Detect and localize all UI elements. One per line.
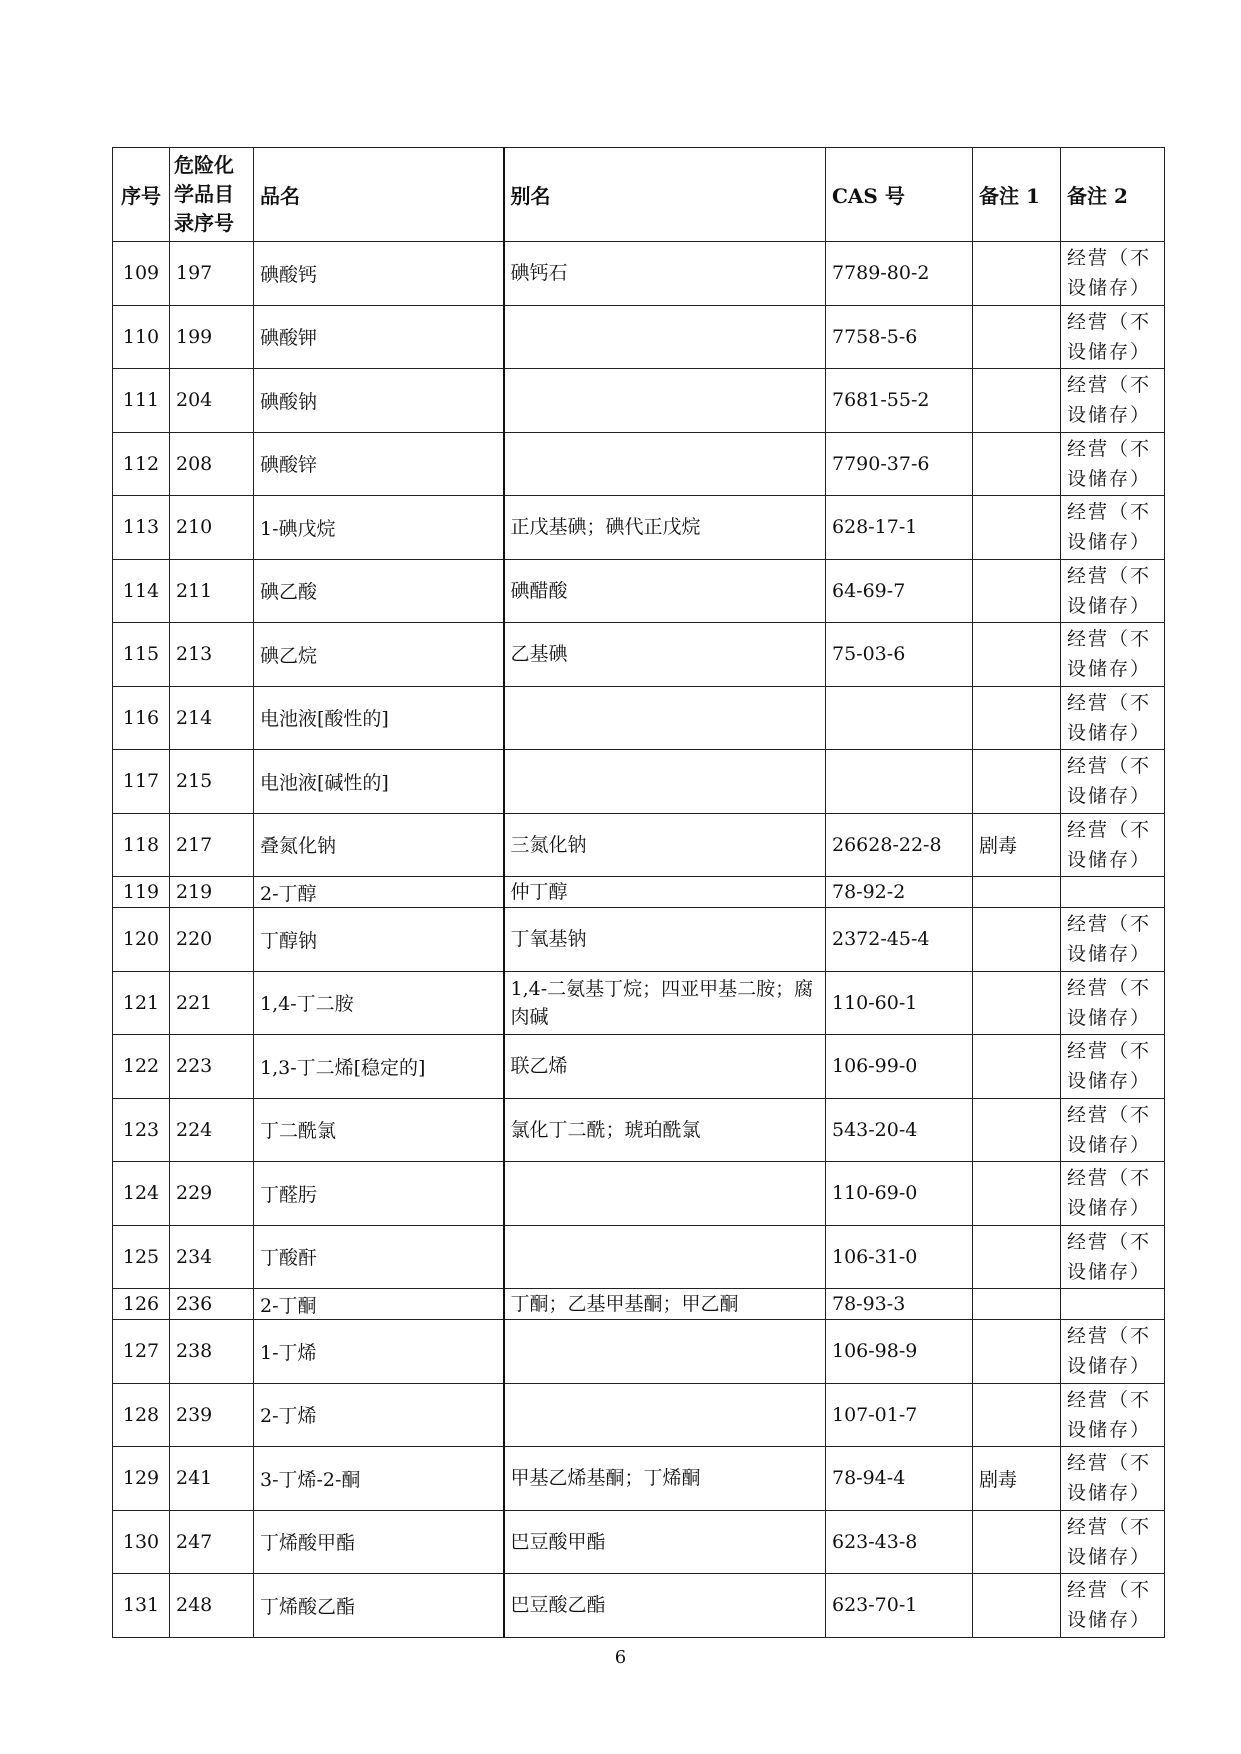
cell-seq: 112 — [113, 432, 170, 496]
cell-seq: 128 — [113, 1383, 170, 1447]
cell-cas: 2372-45-4 — [826, 908, 973, 972]
cell-catalog-number: 224 — [170, 1098, 254, 1162]
cell-cas — [826, 750, 973, 814]
cell-cas: 78-92-2 — [826, 877, 973, 908]
cell-seq: 116 — [113, 686, 170, 750]
chemical-list-table — [112, 147, 1165, 1638]
cell-seq: 122 — [113, 1035, 170, 1099]
cell-catalog-number: 234 — [170, 1225, 254, 1289]
cell-note-1 — [973, 369, 1061, 433]
cell-note-2: 经营（不设储存） — [1061, 496, 1165, 560]
cell-alias: 丁酮；乙基甲基酮；甲乙酮 — [504, 1289, 826, 1320]
cell-cas: 623-70-1 — [826, 1574, 973, 1638]
cell-note-1 — [973, 305, 1061, 369]
cell-seq: 125 — [113, 1225, 170, 1289]
table-row — [113, 1383, 1165, 1447]
cell-note-1 — [973, 559, 1061, 623]
cell-seq: 131 — [113, 1574, 170, 1638]
cell-cas: 543-20-4 — [826, 1098, 973, 1162]
cell-note-2: 经营（不设储存） — [1061, 686, 1165, 750]
cell-name: 2-丁酮 — [254, 1289, 504, 1320]
cell-alias: 巴豆酸乙酯 — [504, 1574, 826, 1638]
cell-name: 碘酸锌 — [254, 432, 504, 496]
cell-cas: 7758-5-6 — [826, 305, 973, 369]
header-seq: 序号 — [113, 148, 170, 242]
cell-cas: 623-43-8 — [826, 1510, 973, 1574]
cell-note-2: 经营（不设储存） — [1061, 305, 1165, 369]
cell-catalog-number: 236 — [170, 1289, 254, 1320]
table-row — [113, 1035, 1165, 1099]
cell-catalog-number: 208 — [170, 432, 254, 496]
cell-seq: 126 — [113, 1289, 170, 1320]
cell-note-2: 经营（不设储存） — [1061, 1320, 1165, 1384]
table-row — [113, 750, 1165, 814]
cell-note-1 — [973, 1383, 1061, 1447]
cell-cas: 75-03-6 — [826, 623, 973, 687]
cell-name: 2-丁醇 — [254, 877, 504, 908]
cell-alias — [504, 1383, 826, 1447]
cell-alias: 甲基乙烯基酮；丁烯酮 — [504, 1447, 826, 1511]
table-row — [113, 813, 1165, 877]
cell-note-1 — [973, 242, 1061, 306]
cell-name: 丁二酰氯 — [254, 1098, 504, 1162]
table-row — [113, 369, 1165, 433]
cell-cas: 78-94-4 — [826, 1447, 973, 1511]
cell-cas — [826, 686, 973, 750]
cell-cas: 106-99-0 — [826, 1035, 973, 1099]
cell-cas: 110-60-1 — [826, 971, 973, 1035]
cell-seq: 123 — [113, 1098, 170, 1162]
cell-note-1 — [973, 1320, 1061, 1384]
cell-catalog-number: 247 — [170, 1510, 254, 1574]
table-row — [113, 1225, 1165, 1289]
cell-note-2: 经营（不设储存） — [1061, 1035, 1165, 1099]
cell-alias — [504, 369, 826, 433]
cell-catalog-number: 197 — [170, 242, 254, 306]
cell-name: 电池液[碱性的] — [254, 750, 504, 814]
cell-note-2: 经营（不设储存） — [1061, 1574, 1165, 1638]
cell-alias: 碘钙石 — [504, 242, 826, 306]
cell-alias — [504, 1162, 826, 1226]
cell-catalog-number: 219 — [170, 877, 254, 908]
cell-note-1 — [973, 496, 1061, 560]
cell-alias — [504, 1320, 826, 1384]
cell-name: 2-丁烯 — [254, 1383, 504, 1447]
header-note-1: 备注 1 — [973, 148, 1061, 242]
table-row — [113, 559, 1165, 623]
cell-catalog-number: 204 — [170, 369, 254, 433]
page-number: 6 — [614, 1647, 627, 1668]
cell-alias: 乙基碘 — [504, 623, 826, 687]
cell-seq: 117 — [113, 750, 170, 814]
cell-seq: 114 — [113, 559, 170, 623]
cell-name: 碘乙烷 — [254, 623, 504, 687]
table-row — [113, 908, 1165, 972]
cell-catalog-number: 210 — [170, 496, 254, 560]
cell-alias: 1,4-二氨基丁烷；四亚甲基二胺；腐肉碱 — [504, 971, 826, 1035]
cell-alias: 正戊基碘；碘代正戊烷 — [504, 496, 826, 560]
cell-catalog-number: 229 — [170, 1162, 254, 1226]
cell-note-2: 经营（不设储存） — [1061, 971, 1165, 1035]
header-name: 品名 — [254, 148, 504, 242]
cell-cas: 7790-37-6 — [826, 432, 973, 496]
cell-cas: 64-69-7 — [826, 559, 973, 623]
cell-cas: 78-93-3 — [826, 1289, 973, 1320]
table-row — [113, 1574, 1165, 1638]
cell-catalog-number: 217 — [170, 813, 254, 877]
cell-alias — [504, 686, 826, 750]
cell-cas: 106-31-0 — [826, 1225, 973, 1289]
cell-name: 1-碘戊烷 — [254, 496, 504, 560]
cell-seq: 127 — [113, 1320, 170, 1384]
table-row — [113, 242, 1165, 306]
cell-name: 3-丁烯-2-酮 — [254, 1447, 504, 1511]
cell-seq: 130 — [113, 1510, 170, 1574]
cell-note-1: 剧毒 — [973, 1447, 1061, 1511]
cell-note-2: 经营（不设储存） — [1061, 1162, 1165, 1226]
cell-cas: 110-69-0 — [826, 1162, 973, 1226]
cell-seq: 118 — [113, 813, 170, 877]
cell-seq: 115 — [113, 623, 170, 687]
cell-note-2: 经营（不设储存） — [1061, 813, 1165, 877]
table-row — [113, 1510, 1165, 1574]
cell-seq: 113 — [113, 496, 170, 560]
table-row — [113, 1320, 1165, 1384]
table-row — [113, 623, 1165, 687]
cell-note-1: 剧毒 — [973, 813, 1061, 877]
cell-note-1 — [973, 750, 1061, 814]
table-row — [113, 1447, 1165, 1511]
cell-catalog-number: 239 — [170, 1383, 254, 1447]
cell-note-2: 经营（不设储存） — [1061, 559, 1165, 623]
cell-alias: 三氮化钠 — [504, 813, 826, 877]
cell-note-1 — [973, 1035, 1061, 1099]
cell-name: 碘酸钾 — [254, 305, 504, 369]
cell-name: 丁酸酐 — [254, 1225, 504, 1289]
header-row — [113, 148, 1165, 242]
table-row — [113, 1289, 1165, 1320]
cell-note-2: 经营（不设储存） — [1061, 1098, 1165, 1162]
cell-note-1 — [973, 623, 1061, 687]
cell-seq: 129 — [113, 1447, 170, 1511]
cell-note-2 — [1061, 1289, 1165, 1320]
cell-note-1 — [973, 1289, 1061, 1320]
cell-alias: 碘醋酸 — [504, 559, 826, 623]
cell-name: 1,4-丁二胺 — [254, 971, 504, 1035]
cell-alias — [504, 432, 826, 496]
cell-alias: 仲丁醇 — [504, 877, 826, 908]
cell-catalog-number: 213 — [170, 623, 254, 687]
cell-catalog-number: 238 — [170, 1320, 254, 1384]
cell-seq: 124 — [113, 1162, 170, 1226]
cell-alias — [504, 305, 826, 369]
cell-note-2: 经营（不设储存） — [1061, 623, 1165, 687]
cell-note-2: 经营（不设储存） — [1061, 432, 1165, 496]
cell-name: 1-丁烯 — [254, 1320, 504, 1384]
cell-catalog-number: 248 — [170, 1574, 254, 1638]
cell-seq: 109 — [113, 242, 170, 306]
cell-note-1 — [973, 877, 1061, 908]
cell-note-2: 经营（不设储存） — [1061, 1447, 1165, 1511]
header-catalog-number: 危险化学品目录序号 — [170, 148, 254, 242]
cell-alias: 联乙烯 — [504, 1035, 826, 1099]
cell-seq: 119 — [113, 877, 170, 908]
cell-cas: 7681-55-2 — [826, 369, 973, 433]
cell-note-1 — [973, 1225, 1061, 1289]
cell-note-2: 经营（不设储存） — [1061, 1225, 1165, 1289]
table-row — [113, 496, 1165, 560]
cell-note-1 — [973, 432, 1061, 496]
cell-note-2: 经营（不设储存） — [1061, 242, 1165, 306]
cell-note-2: 经营（不设储存） — [1061, 750, 1165, 814]
cell-note-2: 经营（不设储存） — [1061, 369, 1165, 433]
cell-name: 丁醛肟 — [254, 1162, 504, 1226]
cell-cas: 106-98-9 — [826, 1320, 973, 1384]
header-alias: 别名 — [504, 148, 826, 242]
cell-name: 1,3-丁二烯[稳定的] — [254, 1035, 504, 1099]
cell-alias: 丁氧基钠 — [504, 908, 826, 972]
cell-cas: 628-17-1 — [826, 496, 973, 560]
cell-seq: 110 — [113, 305, 170, 369]
table-row — [113, 1098, 1165, 1162]
header-note-2: 备注 2 — [1061, 148, 1165, 242]
cell-seq: 111 — [113, 369, 170, 433]
cell-name: 丁烯酸甲酯 — [254, 1510, 504, 1574]
cell-catalog-number: 221 — [170, 971, 254, 1035]
cell-name: 丁烯酸乙酯 — [254, 1574, 504, 1638]
cell-seq: 120 — [113, 908, 170, 972]
cell-note-2: 经营（不设储存） — [1061, 1510, 1165, 1574]
cell-catalog-number: 220 — [170, 908, 254, 972]
cell-seq: 121 — [113, 971, 170, 1035]
cell-catalog-number: 199 — [170, 305, 254, 369]
cell-name: 碘乙酸 — [254, 559, 504, 623]
header-cas: CAS 号 — [826, 148, 973, 242]
table-body — [113, 242, 1165, 1638]
table-row — [113, 432, 1165, 496]
table-row — [113, 1162, 1165, 1226]
cell-alias — [504, 750, 826, 814]
cell-catalog-number: 223 — [170, 1035, 254, 1099]
cell-note-1 — [973, 1098, 1061, 1162]
cell-cas: 7789-80-2 — [826, 242, 973, 306]
cell-note-1 — [973, 1510, 1061, 1574]
table-row — [113, 877, 1165, 908]
cell-alias — [504, 1225, 826, 1289]
cell-alias: 巴豆酸甲酯 — [504, 1510, 826, 1574]
cell-note-2: 经营（不设储存） — [1061, 908, 1165, 972]
table-row — [113, 971, 1165, 1035]
cell-cas: 26628-22-8 — [826, 813, 973, 877]
cell-note-2: 经营（不设储存） — [1061, 1383, 1165, 1447]
table-row — [113, 686, 1165, 750]
cell-name: 丁醇钠 — [254, 908, 504, 972]
cell-name: 叠氮化钠 — [254, 813, 504, 877]
cell-name: 碘酸钠 — [254, 369, 504, 433]
cell-name: 电池液[酸性的] — [254, 686, 504, 750]
cell-note-1 — [973, 686, 1061, 750]
cell-catalog-number: 215 — [170, 750, 254, 814]
cell-name: 碘酸钙 — [254, 242, 504, 306]
cell-note-1 — [973, 908, 1061, 972]
cell-catalog-number: 214 — [170, 686, 254, 750]
cell-cas: 107-01-7 — [826, 1383, 973, 1447]
cell-alias: 氯化丁二酰；琥珀酰氯 — [504, 1098, 826, 1162]
cell-catalog-number: 211 — [170, 559, 254, 623]
cell-note-2 — [1061, 877, 1165, 908]
table-row — [113, 305, 1165, 369]
cell-note-1 — [973, 971, 1061, 1035]
cell-note-1 — [973, 1574, 1061, 1638]
cell-note-1 — [973, 1162, 1061, 1226]
cell-catalog-number: 241 — [170, 1447, 254, 1511]
